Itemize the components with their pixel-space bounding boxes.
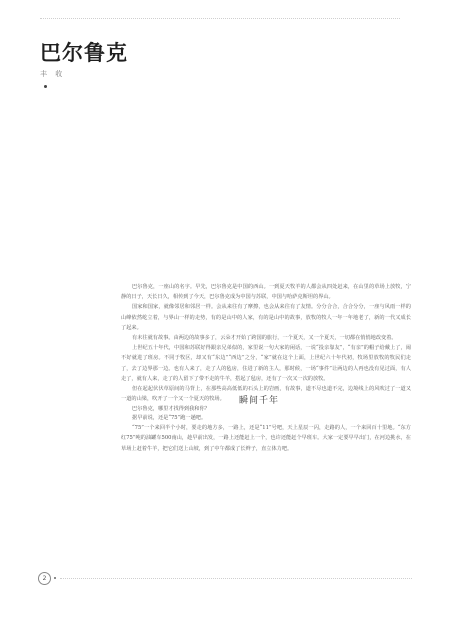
section-heading: 瞬间千年	[239, 396, 280, 406]
body-paragraph: 上世纪五十年代，中国和苏联好得跟亲兄弟似的，家里说一句大家的闲话，一说“投亲靠友”，“有亲”的帽子给戴上了，闹不好就进了班房。不同于牧区，却又有“东边”“西边”之分，“家”就在这个上面，上世纪六十年代初，牧场里放牧的牧民们走了，去了边界那一边。也有人来了，走了人的毡房，住进了新的主人，那时候，一场“事件”让两边的人再也没有见过面，有人走了，就有人来，走了的人留下了带不走的牛羊，搭起了毡房，还有了一次又一次的放牧。	[121, 345, 411, 382]
top-rule	[40, 18, 400, 20]
footer-rule	[60, 578, 412, 579]
body-paragraph: 国家和国家，就像邻居和邻居一样。会从来往有了摩擦，也会从来往有了友情。分分合合，合合分分，一座与风雨一样的山峰依然屹立着，与界山一样的走势，有的是山中的人家，有的是山中的故事，放牧的牧人一年一年地老了，新的一代又成长了起来。	[121, 304, 411, 331]
bullet-dot	[44, 85, 47, 88]
body-paragraph: 但在起起伏伏草原间的马背上，在那些高高低低的石头上的岩画，有故事，道不尽也道不完，边境线上的风吹过了一道又一道的山梁，吹开了一个又一个夏天的牧场。	[121, 386, 411, 403]
section-body	[121, 413, 411, 454]
body-paragraph: 有未往就有故事。由两边的故事多了，云朵才开始了跨国的旅行，一个夏天，又一个夏天，一切都在悄悄地改变着。	[132, 335, 397, 342]
article-title: 巴尔鲁克	[40, 41, 128, 65]
body-paragraph: 巴尔鲁克，哪里才找得到我和你？	[132, 406, 210, 413]
page-number: 2	[38, 572, 51, 585]
footer-dot	[54, 577, 56, 579]
page-footer	[38, 572, 412, 584]
section-paragraph: 据早前说，还是“75”跑一趟吧。	[132, 415, 207, 421]
body-paragraph: 巴尔鲁克，一座山的名字。早先，巴尔鲁克是中国的西山。一到夏天牧羊的人都会从四处赶来，在山里的草场上放牧，宁静的日子，天长日久，相传到了今天，巴尔鲁克成为中国与苏联，中国与哈萨克斯坦的界山。	[121, 284, 411, 301]
section-paragraph: “75”一个来回半个小时，要走的地方多，一路上，还是“11”号吧，天上星辰一闪，走路的人，一个来回百十里地。“东方红75”吨的油罐车500南山，趁早前出发，一路上还能赶上一个，也许还能赶个早班车。大家一定要早早出门，在河边挑水，在草场上赶着牛羊，把它们送上山坡，到了中午都成了长辫子，直立体力吧。	[121, 425, 411, 452]
article-author: 丰 收	[40, 70, 66, 78]
